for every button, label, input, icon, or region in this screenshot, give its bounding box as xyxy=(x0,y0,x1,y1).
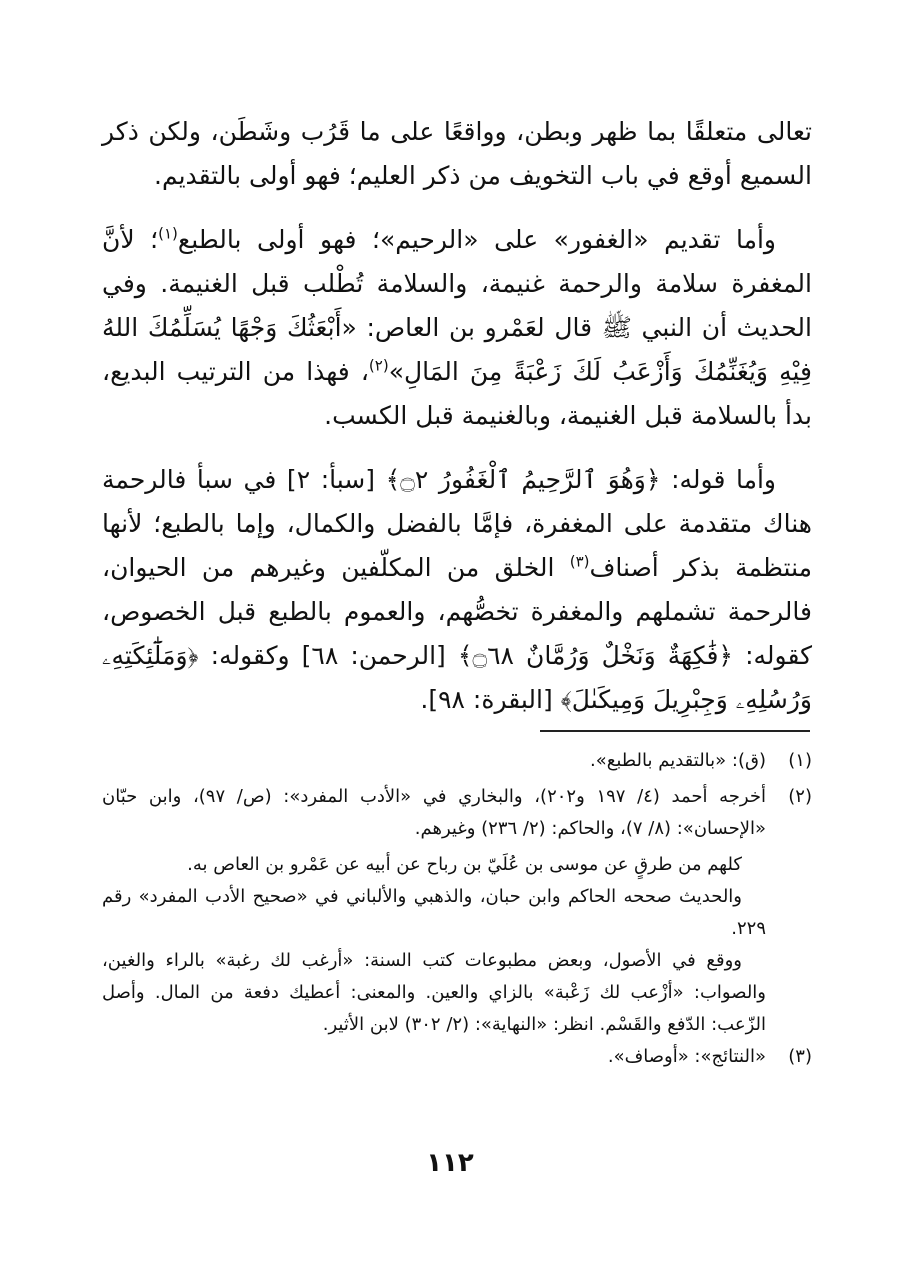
paragraph-1-text: تعالى متعلقًا بما ظهر وبطن، وواقعًا على ما قَرُب وشَطَن، ولكن ذكر السميع أوقع في باب التخويف من ذكر العليم؛ فهو أولى بالتقديم. xyxy=(102,117,812,190)
footnote-text: «النتائج»: «أوصاف». xyxy=(607,1046,766,1067)
footnote-3 xyxy=(102,1041,812,1073)
paragraph-3-text-b: الخلق من المكلّفين وغيرهم من الحيوان، فالرحمة تشملهم والمغفرة تخصُّهم، والعموم بالطبع قبل الخصوص، كقوله: ﴿فَٰكِهَةٌ وَنَخْلٌ وَرُمَّانٌ ۝٦٨﴾ [الرحمن: ٦٨] وكقوله: ﴿وَمَلَٰٓئِكَتِهِۦ وَرُسُلِهِۦ وَجِبْرِيلَ وَمِيكَىٰلَ﴾ [البقرة: ٩٨]. xyxy=(102,553,812,714)
paragraph-1 xyxy=(102,110,812,198)
footnote-2-paragraph-c: والحديث صححه الحاكم وابن حبان، والذهبي والألباني في «صحيح الأدب المفرد» رقم ٢٢٩. xyxy=(102,886,766,939)
footnote-1 xyxy=(102,745,812,777)
main-text xyxy=(102,110,812,722)
paragraph-2-text-b: ؛ لأنَّ المغفرة سلامة والرحمة غنيمة، والسلامة تُطْلب قبل الغنيمة. وفي الحديث أن النبي ﷺ قال لعَمْرو بن العاص: «أَبْعَثُكَ وَجْهًا يُسَلِّمُكَ اللهُ فِيْهِ وَيُغَنِّمُكَ وَأَزْعَبُ لَكَ زَعْبَةً مِنَ المَالِ» xyxy=(102,225,812,386)
paragraph-2 xyxy=(102,218,812,438)
paragraph-2-text-a: وأما تقديم «الغفور» على «الرحيم»؛ فهو أولى بالطبع xyxy=(177,225,776,254)
footnote-number: (١) xyxy=(788,750,812,771)
paragraph-3 xyxy=(102,458,812,722)
footnote-2 xyxy=(102,781,812,845)
footnote-number: (٣) xyxy=(788,1046,812,1067)
paragraph-2-text-c: ، فهذا من الترتيب البديع، بدأ بالسلامة قبل الغنيمة، وبالغنيمة قبل الكسب. xyxy=(102,357,812,430)
page-content xyxy=(102,110,812,742)
paragraph-3-text-a: وأما قوله: ﴿وَهُوَ ٱلرَّحِيمُ ٱلْغَفُورُ ۝٢﴾ [سبأ: ٢] في سبأ فالرحمة هناك متقدمة على المغفرة، فإمَّا بالفضل والكمال، وإما بالطبع؛ لأنها منتظمة بذكر أصناف xyxy=(102,465,812,582)
footnote-ref-2: (٢) xyxy=(368,356,389,375)
footnote-text: (ق): «بالتقديم بالطبع». xyxy=(590,750,766,771)
footnote-2-paragraph-d: ووقع في الأصول، وبعض مطبوعات كتب السنة: «أرغب لك رغبة» بالراء والغين، والصواب: «أزْعب لك زَعْبة» بالزاي والعين. والمعنى: أعطيك دفعة من المال. وأصل الزّعب: الدّفع والقَسْم. انظر: «النهاية»: (٢/ ٣٠٢) لابن الأثير. xyxy=(102,950,766,1035)
footnote-number: (٢) xyxy=(788,786,812,807)
footnote-ref-3: (٣) xyxy=(569,552,590,571)
footnote-ref-1: (١) xyxy=(158,224,178,243)
footnote-text: أخرجه أحمد (٤/ ١٩٧ و٢٠٢)، والبخاري في «الأدب المفرد»: (ص/ ٩٧)، وابن حبّان «الإحسان»: (٨/ ٧)، والحاكم: (٢/ ٢٣٦) وغيرهم. xyxy=(102,786,766,839)
footnote-divider xyxy=(540,730,810,732)
page-number: ١١٢ xyxy=(426,1148,474,1178)
footnotes xyxy=(102,745,812,1077)
footnote-2-paragraph-b: كلهم من طرقٍ عن موسى بن عُلَيّ بن رباح عن أبيه عن عَمْرو بن العاص به. xyxy=(187,854,742,875)
